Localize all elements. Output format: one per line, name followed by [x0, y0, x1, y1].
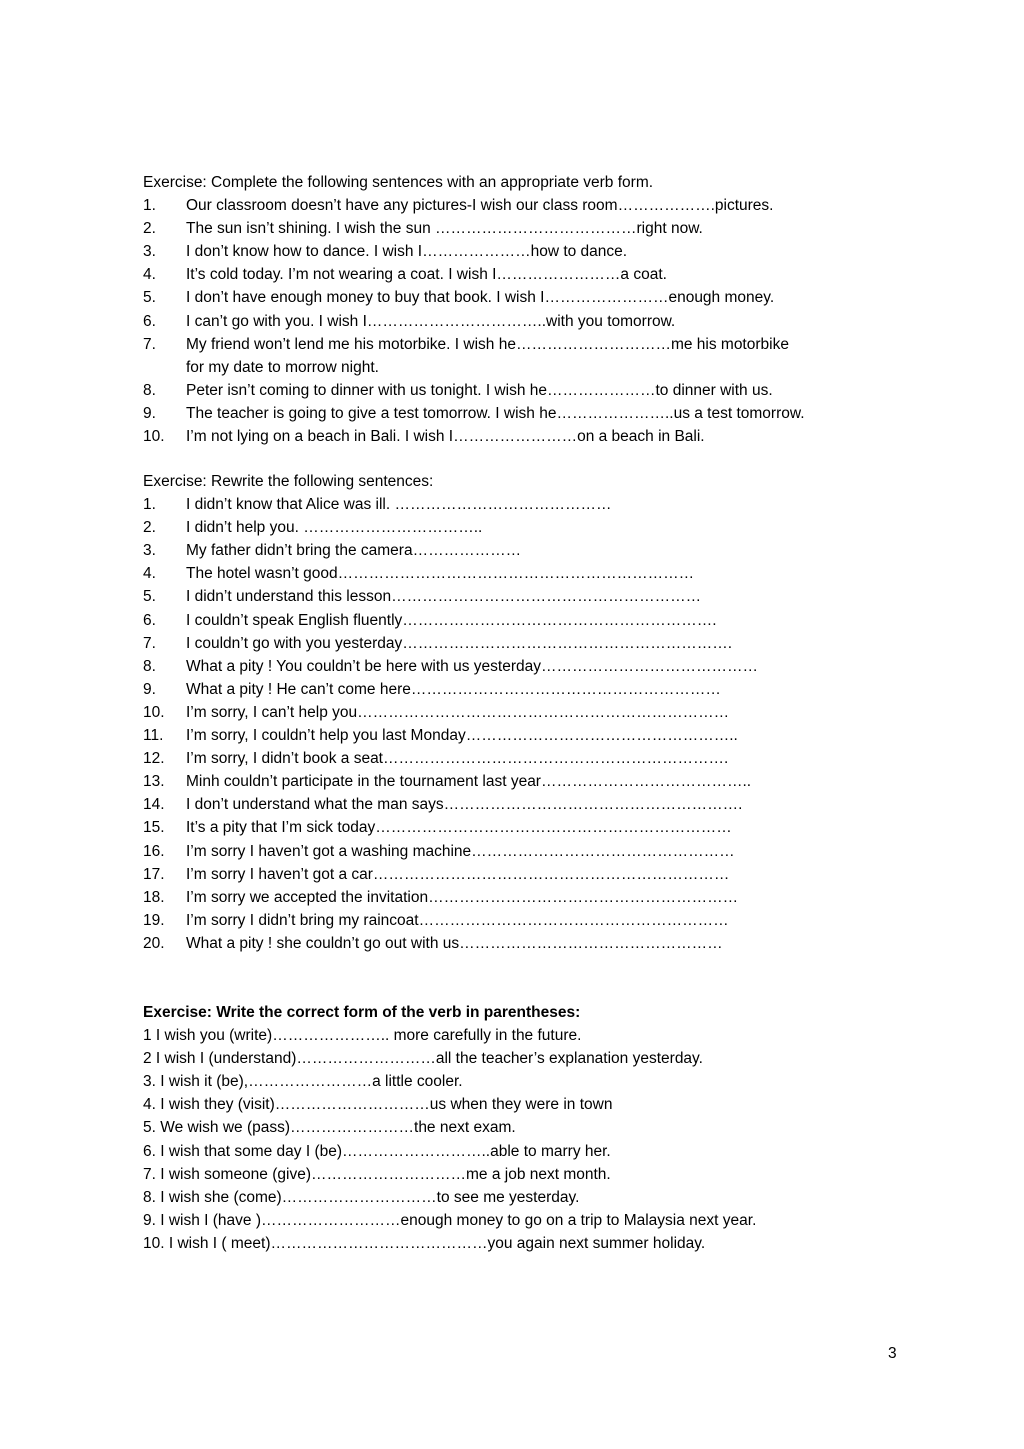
- item-number: 11.: [143, 727, 164, 745]
- item-number: 8.: [143, 381, 156, 399]
- exercise-1-heading: Exercise: Complete the following sentences with an appropriate verb form.: [143, 174, 654, 191]
- list-item: [143, 632, 934, 655]
- item-number: 10.: [143, 428, 165, 446]
- item-number: 15.: [143, 819, 165, 837]
- list-item: [143, 194, 934, 217]
- list-item: 10. I wish I ( meet)……………………………………you again next summer holiday.: [143, 1234, 706, 1252]
- list-item: [143, 655, 934, 678]
- item-text: I didn’t understand this lesson……………………………………………………: [186, 588, 702, 606]
- list-item: [143, 770, 934, 793]
- item-text: I couldn’t go with you yesterday……………………………………………………….: [186, 634, 733, 652]
- exercise-3: [143, 1001, 934, 1255]
- list-item: [143, 840, 934, 863]
- item-text: I’m sorry I haven’t got a washing machine……………………………………………: [186, 842, 735, 860]
- exercise-1: [143, 171, 934, 448]
- item-number: 2.: [143, 220, 156, 238]
- item-text: I don’t know how to dance. I wish I…………………how to dance.: [186, 243, 628, 261]
- item-text: It’s cold today. I’m not wearing a coat. I wish I……………………a coat.: [186, 266, 667, 284]
- item-text: What a pity ! He can’t come here……………………………………………………: [186, 680, 721, 698]
- list-item: 7. I wish someone (give)…………………………me a job next month.: [143, 1165, 611, 1183]
- item-number: 12.: [143, 750, 165, 768]
- item-number: 1.: [143, 197, 156, 215]
- item-text: I didn’t know that Alice was ill. ……………………………………: [186, 496, 612, 514]
- item-text: Minh couldn’t participate in the tournament last year…………………………………..: [186, 773, 752, 791]
- item-number: 4.: [143, 565, 156, 583]
- list-item: [143, 747, 934, 770]
- list-item: [143, 585, 934, 608]
- list-item: 9. I wish I (have )………………………enough money to go on a trip to Malaysia next year.: [143, 1211, 757, 1229]
- item-number: 17.: [143, 865, 165, 883]
- item-text: My friend won’t lend me his motorbike. I wish he…………………………me his motorbike: [186, 335, 789, 353]
- item-text: I don’t understand what the man says………………………………………………….: [186, 796, 743, 814]
- item-number: 7.: [143, 335, 156, 353]
- item-number: 2.: [143, 519, 156, 537]
- list-item: 6. I wish that some day I (be)………………………..able to marry her.: [143, 1142, 611, 1160]
- item-text: I’m sorry, I couldn’t help you last Monday……………………………………………..: [186, 727, 738, 745]
- list-item: [143, 909, 934, 932]
- list-item: [143, 932, 934, 955]
- item-number: 4.: [143, 266, 156, 284]
- item-text: I’m sorry I haven’t got a car……………………………………………………………: [186, 865, 730, 883]
- list-item: [143, 724, 934, 747]
- item-number: 6.: [143, 312, 156, 330]
- list-item: [143, 516, 934, 539]
- item-number: 18.: [143, 888, 165, 906]
- list-item: [143, 286, 934, 309]
- item-number: 19.: [143, 911, 165, 929]
- item-text: I’m sorry, I didn’t book a seat………………………………………………………….: [186, 750, 729, 768]
- item-number: 1.: [143, 496, 156, 514]
- list-item: [143, 493, 934, 516]
- item-number: 5.: [143, 289, 156, 307]
- list-item: [143, 539, 934, 562]
- list-item: [143, 333, 934, 356]
- list-item: [143, 240, 934, 263]
- item-text: I’m sorry we accepted the invitation……………………………………………………: [186, 888, 739, 906]
- list-item: 8. I wish she (come)…………………………to see me yesterday.: [143, 1188, 580, 1206]
- item-text: The sun isn’t shining. I wish the sun …………………………………right now.: [186, 220, 703, 238]
- list-item: [143, 217, 934, 240]
- list-item: [143, 816, 934, 839]
- item-text: I couldn’t speak English fluently…………………………………………………….: [186, 611, 717, 629]
- exercise-2-heading: Exercise: Rewrite the following sentences:: [143, 473, 434, 490]
- list-item: [143, 609, 934, 632]
- list-item: 2 I wish I (understand)………………………all the teacher’s explanation yesterday.: [143, 1050, 703, 1068]
- item-number: 9.: [143, 404, 156, 422]
- list-item: [143, 701, 934, 724]
- item-text: What a pity ! You couldn’t be here with us yesterday……………………………………: [186, 657, 758, 675]
- exercise-3-heading: Exercise: Write the correct form of the verb in parentheses:: [143, 1004, 581, 1021]
- item-text: I can’t go with you. I wish I……………………………..with you tomorrow.: [186, 312, 676, 330]
- exercise-3-list: [143, 1024, 934, 1255]
- item-number: 8.: [143, 657, 156, 675]
- list-item: [143, 793, 934, 816]
- item-number: 20.: [143, 934, 165, 952]
- list-item: [143, 379, 934, 402]
- list-item: [143, 562, 934, 585]
- list-item: [143, 310, 934, 333]
- item-number: 14.: [143, 796, 165, 814]
- item-number: 10.: [143, 703, 165, 721]
- item-text: I didn’t help you. ……………………………..: [186, 519, 483, 537]
- exercise-2: [143, 470, 934, 955]
- page-number: 3: [888, 1345, 897, 1362]
- list-item-continuation: for my date to morrow night.: [186, 358, 379, 376]
- list-item: [143, 678, 934, 701]
- item-text: It’s a pity that I’m sick today……………………………………………………………: [186, 819, 732, 837]
- exercise-1-list: [143, 194, 934, 448]
- item-text: I’m sorry I didn’t bring my raincoat……………………………………………………: [186, 911, 729, 929]
- item-number: 9.: [143, 680, 156, 698]
- exercise-2-list: [143, 493, 934, 955]
- item-number: 16.: [143, 842, 165, 860]
- list-item: 3. I wish it (be),……………………a little cooler.: [143, 1073, 463, 1091]
- list-item: [143, 886, 934, 909]
- list-item: [143, 402, 934, 425]
- item-number: 3.: [143, 243, 156, 261]
- item-text: I don’t have enough money to buy that book. I wish I……………………enough money.: [186, 289, 775, 307]
- list-item: [143, 425, 934, 448]
- item-text: The teacher is going to give a test tomorrow. I wish he…………………..us a test tomorrow.: [186, 404, 805, 422]
- list-item: [143, 863, 934, 886]
- list-item: 5. We wish we (pass)……………………the next exam.: [143, 1119, 516, 1137]
- item-text: What a pity ! she couldn’t go out with us……………………………………………: [186, 934, 723, 952]
- list-item: 1 I wish you (write)………………….. more carefully in the future.: [143, 1027, 582, 1045]
- item-text: Peter isn’t coming to dinner with us tonight. I wish he…………………to dinner with us.: [186, 381, 773, 399]
- item-number: 13.: [143, 773, 165, 791]
- item-text: I’m sorry, I can’t help you………………………………………………………………: [186, 703, 730, 721]
- item-number: 6.: [143, 611, 156, 629]
- item-number: 5.: [143, 588, 156, 606]
- item-text: I’m not lying on a beach in Bali. I wish I……………………on a beach in Bali.: [186, 428, 705, 446]
- list-item: [143, 263, 934, 286]
- item-text: The hotel wasn’t good……………………………………………………………: [186, 565, 695, 583]
- item-text: My father didn’t bring the camera…………………: [186, 542, 522, 560]
- list-item: 4. I wish they (visit)…………………………us when they were in town: [143, 1096, 613, 1114]
- item-number: 3.: [143, 542, 156, 560]
- item-text: Our classroom doesn’t have any pictures-I wish our class room……………….pictures.: [186, 197, 774, 215]
- item-number: 7.: [143, 634, 156, 652]
